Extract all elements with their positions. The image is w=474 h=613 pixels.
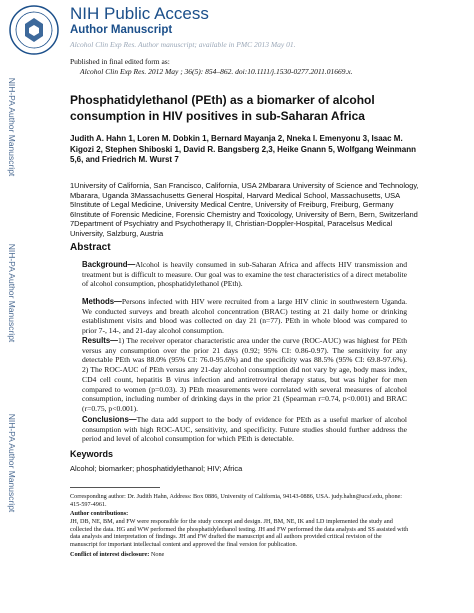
nih-logo-icon	[8, 4, 60, 56]
footnote-corresponding	[70, 493, 410, 509]
abstract-background	[82, 260, 407, 289]
pmc-availability-line: Alcohol Clin Exp Res. Author manuscript; available in PMC 2013 May 01.	[70, 40, 296, 49]
conclusions-label: Conclusions—	[82, 415, 137, 424]
abstract-methods	[82, 297, 407, 336]
nih-public-access-title: NIH Public Access	[70, 4, 209, 23]
side-stamp-top: NIH-PA Author Manuscript	[7, 77, 17, 177]
methods-label: Methods—	[82, 297, 122, 306]
corresponding-text: Dr. Judith Hahn, Address: Box 0886, University of California, 94143-0886, USA. judy.hahn@ucsf.edu, phone: 415-597-4961.	[70, 493, 403, 508]
contributions-label: Author contributions:	[70, 510, 129, 517]
conflict-text: None	[150, 551, 165, 558]
citation-link[interactable]: Alcohol Clin Exp Res. 2012 May ; 36(5): 854–862. doi:10.1111/j.1530-0277.2011.01669.x.	[80, 66, 353, 76]
footnote-contributions	[70, 510, 410, 549]
article-title: Phosphatidylethanol (PEth) as a biomarker of alcohol consumption in HIV positives in sub-Saharan Africa	[70, 93, 375, 123]
footnote-conflict	[70, 551, 410, 559]
methods-text: Persons infected with HIV were recruited from a large HIV clinic in southwestern Uganda. We conducted surveys and breath alcohol concentration (BRAC) testing at 21 daily home or drinking establishment visits and blood was collected on day 21 (n=77). PEth in whole blood was compared to prior 7-, 14-, and 21-day alcohol consumption.	[82, 297, 407, 336]
publication-note	[70, 57, 353, 76]
affiliations: 1University of California, San Francisco, California, USA 2Mbarara University of Science and Technology, Mbarara, Uganda 3Massachusetts General Hospital, Harvard Medical School, Massachusetts, USA 5Institute of Legal Medicine, University Medical Centre, University of Freiburg, Freiburg, Germany 6Institute of Forensic Medicine, Forensic Chemistry and Toxicology, University of Bern, Bern, Switzerland 7Department of Psychiatry and Psychotherapy II, Christian-Doppler-Hospital, Paracelsus Medical University, Salzburg, Austria	[70, 181, 419, 238]
keywords-heading: Keywords	[70, 449, 114, 459]
published-label: Published in final edited form as:	[70, 57, 170, 66]
contributions-text: JH, DB, NE, BM, and FW were responsible for the study concept and design. JH, BM, NE, IK and LD implemented the study and collected the data. HG and WW performed the phosphatidylethanol testing. JH and FW performed the data analysis and SS assisted with data analysis and interpretation of findings. JH and FW drafted the manuscript and all authors provided critical revision of the manuscript for important intellectual content and approved the final version for publication.	[70, 517, 409, 549]
results-text: 1) The receiver operator characteristic area under the curve (ROC-AUC) was highest for PEth versus any consumption over the prior 21 days (0.92; 95% CI: 0.86-0.97). The sensitivity for any detectable PEth was 88.0% (95% CI: 76.0-95.6%) and the specificity was 88.5% (95% CI: 69.8-97.6%). 2) The ROC-AUC of PEth versus any 21-day alcohol consumption did not vary by age, body mass index, CD4 cell count, hepatitis B virus infection and antiretroviral therapy status, but was higher for men compared to women (p=0.03). 3) PEth measurements were correlated with several measures of alcohol consumption, including number of drinking days in the prior 21 (Spearman r=0.74, p<0.001) and BRAC (r=0.75, p<0.001).	[82, 336, 407, 413]
abstract-heading: Abstract	[70, 242, 111, 253]
author-manuscript-label: Author Manuscript	[70, 24, 173, 36]
author-list: Judith A. Hahn 1, Loren M. Dobkin 1, Bernard Mayanja 2, Nneka I. Emenyonu 3, Isaac M. Kigozi 2, Stephen Shiboski 1, David R. Bangsberg 2,3, Heike Gnann 5, Wolfgang Weinmann 5,6, and Friedrich M. Wurst 7	[70, 134, 416, 164]
background-text: Alcohol is heavily consumed in sub-Saharan Africa and affects HIV transmission and treatment but is difficult to measure. Our goal was to examine the test characteristics of a direct metabolite of alcohol consumption, phosphatidylethanol (PEth).	[82, 260, 407, 289]
keywords-list: Alcohol; biomarker; phosphatidylethanol; HIV; Africa	[70, 464, 243, 473]
side-stamp-middle: NIH-PA Author Manuscript	[7, 243, 17, 343]
abstract-results	[82, 336, 407, 414]
conclusions-text: The data add support to the body of evidence for PEth as a useful marker of alcohol consumption with high ROC-AUC, sensitivity, and specificity. Future studies should further address the period and level of alcohol consumption for which PEth is detectable.	[82, 415, 407, 444]
results-label: Results—	[82, 336, 118, 345]
background-label: Background—	[82, 260, 136, 269]
side-stamp-bottom: NIH-PA Author Manuscript	[7, 413, 17, 513]
conflict-label: Conflict of interest disclosure:	[70, 551, 150, 558]
abstract-conclusions	[82, 415, 407, 444]
footnote-divider	[70, 487, 160, 488]
corresponding-label: Corresponding author:	[70, 493, 126, 500]
